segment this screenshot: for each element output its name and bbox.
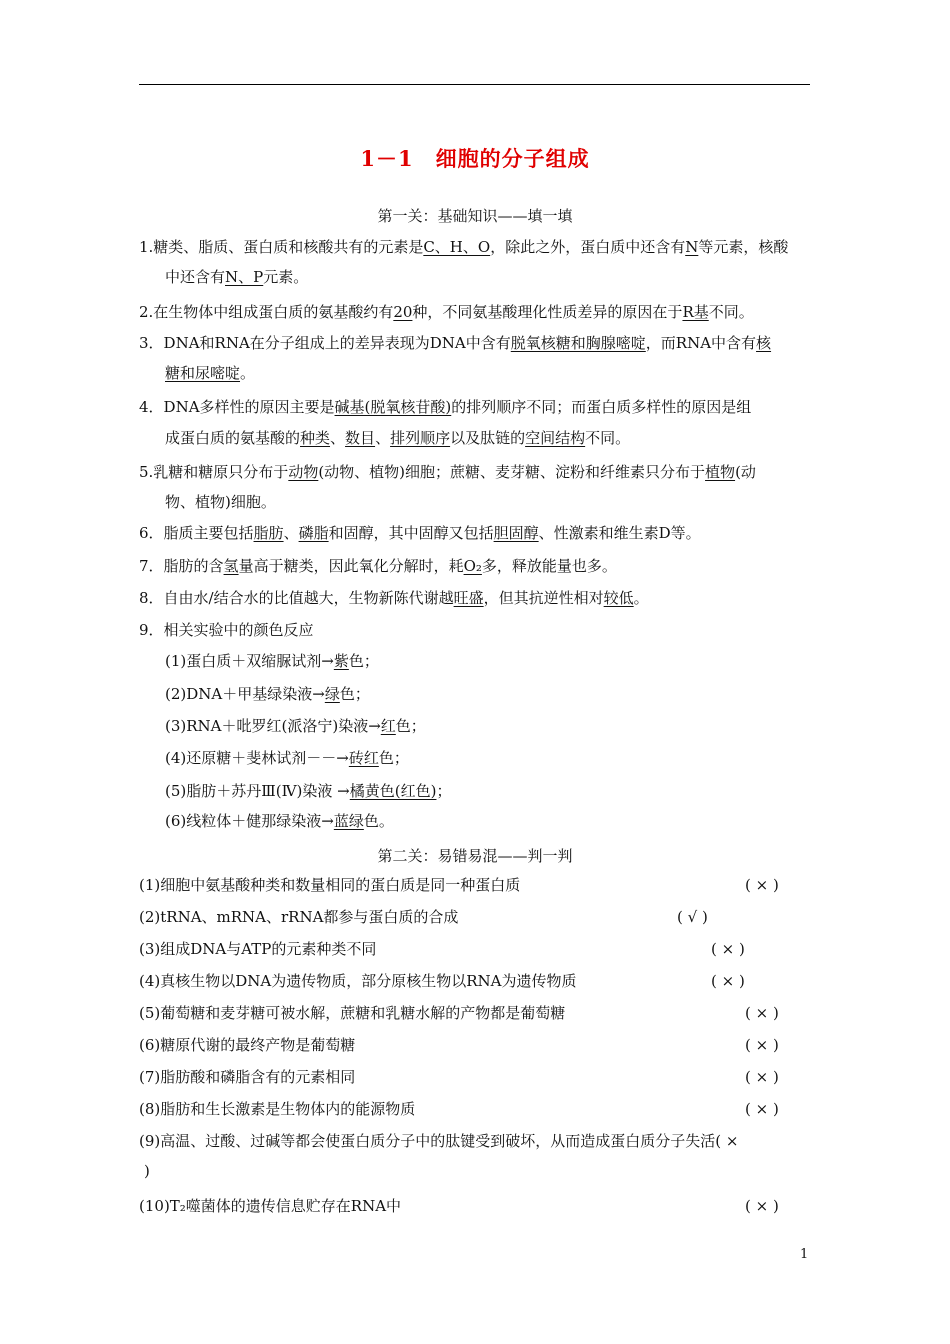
text-segment: 和固醇，其中固醇又包括: [328, 524, 494, 542]
answer-blank: 脱氧核糖和胸腺嘧啶: [510, 334, 646, 352]
text-segment: 色；: [395, 717, 426, 735]
text-segment: 4．DNA多样性的原因主要是: [139, 398, 335, 416]
content-line: [139, 397, 751, 417]
content-line: [139, 620, 314, 640]
text-segment: (动物、植物)细胞；蔗糖、麦芽糖、淀粉和纤维素只分布于: [318, 463, 706, 481]
judgment-question: (3)组成DNA与ATP的元素种类不同: [139, 940, 377, 958]
text-segment: 不同。: [708, 303, 754, 321]
content-line: [165, 684, 370, 704]
content-line: [165, 811, 394, 831]
answer-blank: 红: [380, 717, 396, 735]
judgment-answer: ( × ): [745, 1100, 779, 1118]
text-segment: 1.糖类、脂质、蛋白质和核酸共有的元素是: [139, 238, 424, 256]
content-line: [139, 302, 754, 322]
text-segment: 多，释放能量也多。: [481, 557, 617, 575]
text-segment: 8．自由水/结合水的比值越大，生物新陈代谢越: [139, 589, 454, 607]
answer-blank: 碱基(脱氧核苷酸): [334, 398, 452, 416]
judgment-answer: ( × ): [745, 1068, 779, 1086]
judgment-question: (4)真核生物以DNA为遗传物质，部分原核生物以RNA为遗传物质: [139, 972, 577, 990]
text-segment: (3)RNA＋吡罗红(派洛宁)染液→: [165, 717, 381, 735]
text-segment: ；: [436, 782, 452, 800]
judgment-answer: ( × ): [711, 972, 745, 990]
content-line: [165, 651, 379, 671]
judgment-answer: ( √ ): [677, 908, 708, 926]
judgment-answer: ): [144, 1162, 150, 1180]
content-line: [139, 588, 649, 608]
text-segment: (4)还原糖＋斐林试剂－－→: [165, 749, 349, 767]
text-segment: 的排列顺序不同；而蛋白质多样性的原因是组: [451, 398, 752, 416]
text-segment: 5.乳糖和糖原只分布于: [139, 463, 289, 481]
content-line: [139, 523, 701, 543]
judgment-question: (1)细胞中氨基酸种类和数量相同的蛋白质是同一种蛋白质: [139, 876, 521, 894]
answer-blank: 旺盛: [453, 589, 484, 607]
judgment-answer: ( × ): [745, 1197, 779, 1215]
text-segment: 、: [283, 524, 299, 542]
answer-blank: R基: [682, 303, 709, 321]
answer-blank: N: [685, 238, 699, 256]
judgment-question: (9)高温、过酸、过碱等都会使蛋白质分子中的肽键受到破坏，从而造成蛋白质分子失活( ×: [139, 1132, 739, 1150]
content-line: [139, 462, 756, 482]
judgment-answer: ( × ): [711, 940, 745, 958]
content-line: [139, 333, 771, 353]
answer-blank: 蓝绿: [333, 812, 364, 830]
answer-blank: 较低: [603, 589, 634, 607]
text-segment: (2)DNA＋甲基绿染液→: [165, 685, 325, 703]
answer-blank: 砖红: [348, 749, 379, 767]
text-segment: 9．相关实验中的颜色反应: [139, 621, 314, 639]
answer-blank: 数目: [345, 429, 376, 447]
text-segment: 中还含有: [165, 268, 226, 286]
content-line: [139, 556, 617, 576]
content-line: [165, 781, 451, 801]
answer-blank: 动物: [288, 463, 319, 481]
text-segment: 7．脂肪的含: [139, 557, 224, 575]
answer-blank: 氢: [223, 557, 239, 575]
answer-blank: 脂肪: [253, 524, 284, 542]
content-line: [139, 237, 788, 257]
content-line: [165, 363, 255, 383]
judgment-question: (2)tRNA、mRNA、rRNA都参与蛋白质的合成: [139, 908, 459, 926]
text-segment: 色；: [339, 685, 370, 703]
judgment-question: (5)葡萄糖和麦芽糖可被水解，蔗糖和乳糖水解的产物都是葡萄糖: [139, 1004, 566, 1022]
answer-blank: 胆固醇: [493, 524, 539, 542]
text-segment: 不同。: [585, 429, 631, 447]
page-title: 1－1 细胞的分子组成: [360, 146, 590, 171]
text-segment: ，而RNA中含有: [645, 334, 757, 352]
answer-blank: 20: [393, 303, 413, 321]
text-segment: 3．DNA和RNA在分子组成上的差异表现为DNA中含有: [139, 334, 511, 352]
text-segment: 6．脂质主要包括: [139, 524, 254, 542]
answer-blank: 磷脂: [298, 524, 329, 542]
section-heading-2: 第二关：易错易混——判一判: [377, 847, 573, 865]
answer-blank: 种类: [300, 429, 331, 447]
text-segment: 等元素，核酸: [698, 238, 789, 256]
content-line: [165, 428, 630, 448]
judgment-answer: ( × ): [745, 1004, 779, 1022]
answer-blank: 橘黄色(红色): [349, 782, 437, 800]
text-segment: 量高于糖类，因此氧化分解时，耗: [238, 557, 464, 575]
content-line: [165, 267, 308, 287]
answer-blank: 空间结构: [525, 429, 586, 447]
content-line: [165, 748, 409, 768]
text-segment: 2.在生物体中组成蛋白质的氨基酸约有: [139, 303, 394, 321]
text-segment: 以及肽链的: [450, 429, 526, 447]
text-segment: 物、植物)细胞。: [165, 493, 276, 511]
text-segment: 成蛋白质的氨基酸的: [165, 429, 301, 447]
text-segment: (动: [735, 463, 756, 481]
text-segment: 元素。: [263, 268, 309, 286]
answer-blank: 绿: [324, 685, 340, 703]
text-segment: ，除此之外，蛋白质中还含有: [490, 238, 686, 256]
text-segment: 种，不同氨基酸理化性质差异的原因在于: [412, 303, 683, 321]
text-segment: (5)脂肪＋苏丹Ⅲ(Ⅳ)染液 →: [165, 782, 350, 800]
text-segment: 。: [240, 364, 256, 382]
answer-blank: 糖和尿嘧啶: [165, 364, 241, 382]
answer-blank: 紫: [333, 652, 349, 670]
judgment-question: (10)T₂噬菌体的遗传信息贮存在RNA中: [139, 1197, 402, 1215]
answer-blank: C、H、O: [423, 238, 491, 256]
content-line: [165, 716, 426, 736]
text-segment: (6)线粒体＋健那绿染液→: [165, 812, 334, 830]
judgment-question: (6)糖原代谢的最终产物是葡萄糖: [139, 1036, 356, 1054]
text-segment: 色；: [348, 652, 379, 670]
text-segment: 、性激素和维生素D等。: [538, 524, 701, 542]
text-segment: (1)蛋白质＋双缩脲试剂→: [165, 652, 334, 670]
text-segment: 、: [330, 429, 346, 447]
answer-blank: O₂: [463, 557, 482, 575]
text-segment: 、: [375, 429, 391, 447]
text-segment: 色；: [378, 749, 409, 767]
text-segment: ，但其抗逆性相对: [483, 589, 604, 607]
answer-blank: N、P: [225, 268, 264, 286]
text-segment: 。: [633, 589, 649, 607]
judgment-answer: ( × ): [745, 1036, 779, 1054]
page-number: 1: [800, 1247, 809, 1262]
section-heading-1: 第一关：基础知识——填一填: [377, 207, 573, 225]
text-segment: 色。: [363, 812, 394, 830]
judgment-answer: ( × ): [745, 876, 779, 894]
content-line: [165, 492, 276, 512]
answer-blank: 排列顺序: [390, 429, 451, 447]
answer-blank: 植物: [705, 463, 736, 481]
answer-blank: 核: [756, 334, 772, 352]
header-rule: [139, 84, 810, 85]
judgment-question: (7)脂肪酸和磷脂含有的元素相同: [139, 1068, 356, 1086]
judgment-question: (8)脂肪和生长激素是生物体内的能源物质: [139, 1100, 416, 1118]
